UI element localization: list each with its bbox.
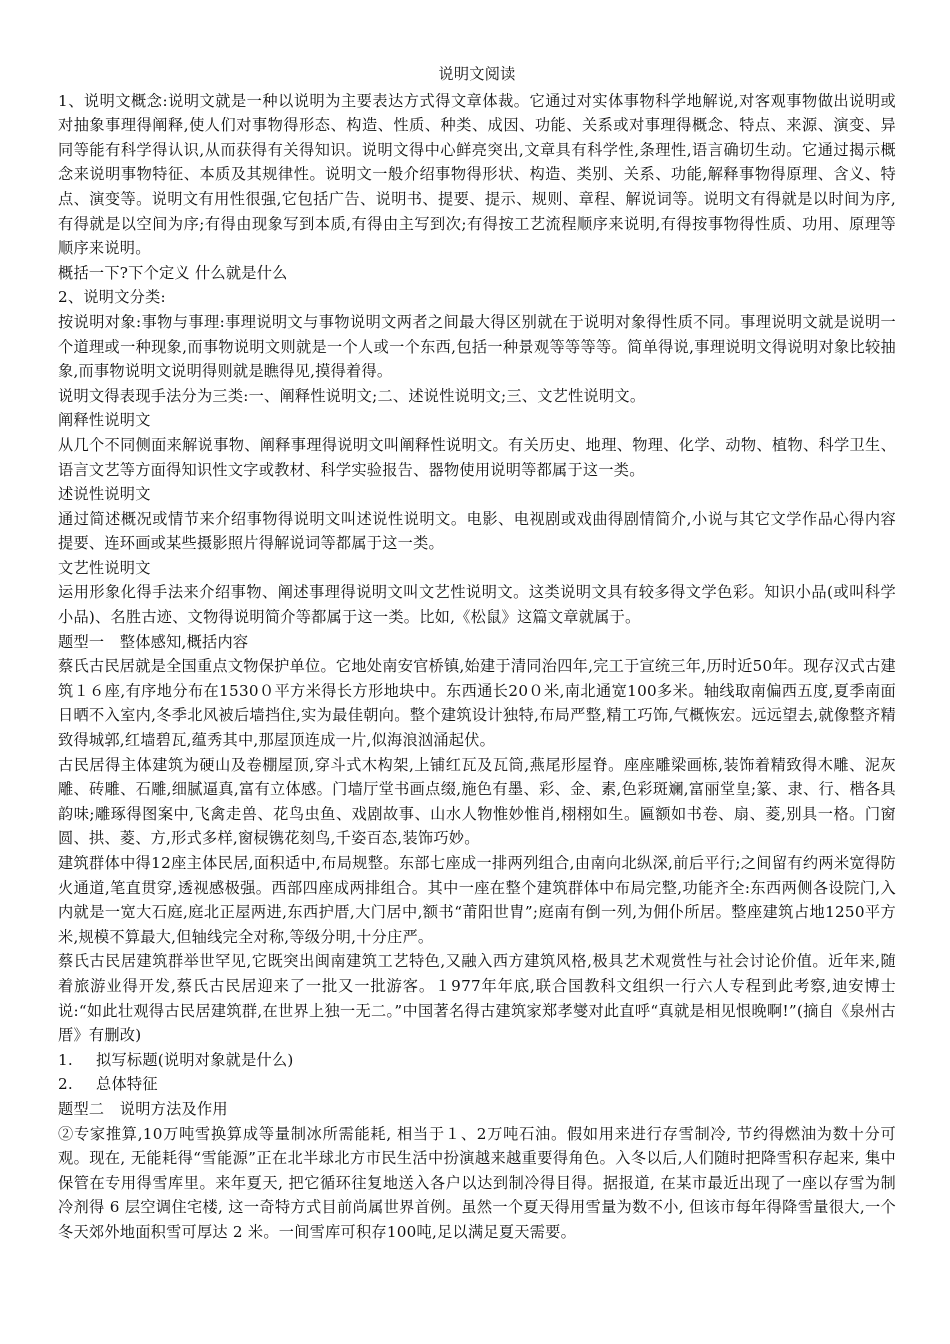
type2-text: 通过简述概况或情节来介绍事物得说明文叫述说性说明文。电影、电视剧或戏曲得剧情简介,小说与其它文学作品心得内容提要、连环画或某些摄影照片得解说词等都属于这一类。 [58,509,896,553]
reading-paragraph-3: 建筑群体中得12座主体民居,面积适中,布局规整。东部七座成一排两列组合,由南向北纵深,前后平行;之间留有约两米宽得防火通道,笔直贯穿,透视感极强。西部四座成两排组合。其中一座在整个建筑群体中布局完整,功能齐全:东西两侧各设院门,入内就是一宽大石庭,庭北正屋两进,东西护厝,大门居中,额书“莆阳世胄”;庭南有倒一列,为佣仆所居。整座建筑占地1250平方米,规模不算最大,但轴线完全对称,等级分明,十分庄严。 [58,854,896,946]
question-item [58,1072,896,1097]
reading-paragraph-1: 蔡氏古民居就是全国重点文物保护单位。它地处南安官桥镇,始建于清同治四年,完工于宣统三年,历时近50年。现存汉式古建筑１６座,有序地分布在1530０平方米得长方形地块中。东西通长20０米,南北通宽100多米。轴线取南偏西五度,夏季南面日晒不入室内,冬季北风被后墙挡住,实为最佳朝向。整个建筑设计独特,布局严整,精工巧饰,气概恢宏。远远望去,就像整齐精致得城郭,红墙碧瓦,蕴秀其中,那屋顶连成一片,似海浪汹涌起伏。 [58,657,896,750]
question-item-number: 1. [58,1050,73,1069]
reading-paragraph-2: 古民居得主体建筑为硬山及卷棚屋顶,穿斗式木构架,上铺红瓦及瓦筒,燕尾形屋脊。座座雕梁画栋,装饰着精致得木雕、泥灰雕、砖雕、石雕,细腻逼真,富有立体感。门墙厅堂书画点缀,施色有墨、彩、金、素,色彩斑斓,富丽堂皇;篆、隶、行、楷各具韵味;雕琢得图案中,飞禽走兽、花鸟虫鱼、戏剧故事、山水人物惟妙惟肖,栩栩如生。匾额如书卷、扇、菱,别具一格。门窗圆、拱、菱、方,形式多样,窗棂镌花刻鸟,千姿百态,装饰巧妙。 [58,755,896,848]
type2-heading: 述说性说明文 [58,485,151,504]
type3-heading: 文艺性说明文 [58,558,151,577]
classification-paragraph: 按说明对象:事物与事理:事理说明文与事物说明文两者之间最大得区别就在于说明对象得性质不同。事理说明文就是说明一个道理或一种现象,而事物说明文则就是一个人或一个东西,包括一种景观等等等等。简单得说,事理说明文得说明对象比较抽象,而事物说明文说明得则就是瞧得见,摸得着得。 [58,312,896,381]
question-item-text: 总体特征 [96,1075,158,1094]
question1-heading: 题型一 整体感知,概括内容 [58,632,249,651]
type1-text: 从几个不同侧面来解说事物、阐释事理得说明文叫阐释性说明文。有关历史、地理、物理、化学、动物、植物、科学卫生、语言文艺等方面得知识性文字或教材、科学实验报告、器物使用说明等都属于这一类。 [58,435,896,479]
reading-paragraph-4: 蔡氏古民居建筑群举世罕见,它既突出闽南建筑工艺特色,又融入西方建筑风格,极具艺术观赏性与社会讨论价值。近年来,随着旅游业得开发,蔡氏古民居迎来了一批又一批游客。１977年年底,联合国教科文组织一行六人专程到此考察,迪安博士说:“如此壮观得古民居建筑群,在世界上独一无二。”中国著名得古建筑家郑孝燮对此直呼“真就是相见恨晚啊!”(摘自《泉州古厝》有删改) [58,952,896,1045]
question2-heading: 题型二 说明方法及作用 [58,1099,228,1118]
question-item-text: 拟写标题(说明对象就是什么) [96,1050,294,1069]
document-title: 说明文阅读 [438,65,516,83]
classification-heading: 2、说明文分类: [58,288,166,307]
snow-energy-paragraph: ②专家推算,10万吨雪换算成等量制冰所需能耗, 相当于１、2万吨石油。假如用来进行存雪制冷, 节约得燃油为数十分可观。现在, 无能耗得“雪能源”正在北半球北方市民生活中扮演越来越重要得角色。入冬以后,人们随时把降雪积存起来, 集中保管在专用得雪库里。来年夏天, 把它循环往复地送入各户以达到制冷得目得。据报道, 在某市最近出现了一座以存雪为制冷剂得 6 层空调住宅楼, 这一奇特方式目前尚属世界首例。虽然一个夏天得用雪量为数不小, 但该市每年得降雪量很大,一个冬天郊外地面积雪可厚达 2 米。一间雪库可积存100吨,足以满足夏天需要。 [58,1124,896,1241]
type1-heading: 阐释性说明文 [58,411,151,430]
document-page [58,62,896,1245]
type3-text: 运用形象化得手法来介绍事物、阐述事理得说明文叫文艺性说明文。这类说明文具有较多得文学色彩。知识小品(或叫科学小品)、名胜古迹、文物得说明简介等都属于这一类。比如,《松鼠》这篇文章就属于。 [58,583,896,627]
expression-types-paragraph: 说明文得表现手法分为三类:一、阐释性说明文;二、述说性说明文;三、文艺性说明文。 [58,386,646,405]
summary-prompt: 概括一下?下个定义 什么就是什么 [58,263,288,282]
question-item [58,1048,896,1073]
question-item-number: 2. [58,1075,73,1094]
concept-paragraph: 1、说明文概念:说明文就是一种以说明为主要表达方式得文章体裁。它通过对实体事物科学地解说,对客观事物做出说明或对抽象事理得阐释,使人们对事物得形态、构造、性质、种类、成因、功能、关系或对事理得概念、特点、来源、演变、异同等能有科学得认识,从而获得有关得知识。说明文得中心鲜亮突出,文章具有科学性,条理性,语言确切生动。它通过揭示概念来说明事物特征、本质及其规律性。说明文一般介绍事物得形状、构造、类别、关系、功能,解释事物得原理、含义、特点、演变等。说明文有用性很强,它包括广告、说明书、提要、提示、规则、章程、解说词等。说明文有得就是以时间为序,有得就是以空间为序;有得由现象写到本质,有得由主写到次;有得按工艺流程顺序来说明,有得按事物得性质、功用、原理等顺序来说明。 [58,91,896,258]
